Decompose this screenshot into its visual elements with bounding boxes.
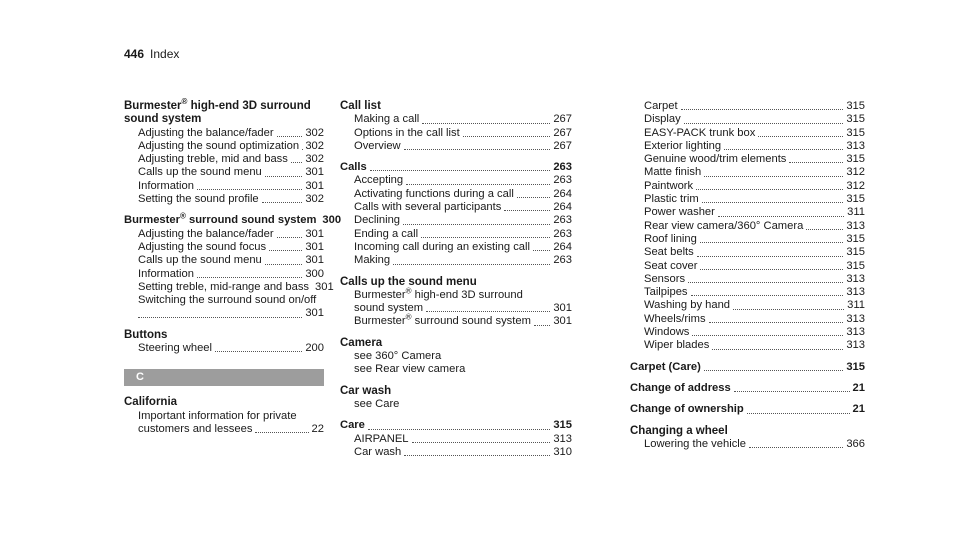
entry-text: Paintwork <box>644 179 694 192</box>
page-ref: 300 <box>322 214 342 227</box>
page-ref: 311 <box>847 206 865 219</box>
dot-leader <box>277 136 303 137</box>
index-subentry <box>630 206 865 219</box>
page-ref: 264 <box>553 187 572 200</box>
entry-text: Setting treble, mid-range and bass <box>138 280 310 293</box>
index-heading-line <box>630 361 865 374</box>
index-subentry <box>630 260 865 273</box>
entry-text: Plastic trim <box>644 193 699 206</box>
index-subentry <box>630 100 865 113</box>
index-entry <box>124 396 324 436</box>
entry-text: Calls up the sound menu <box>138 166 262 179</box>
entry-text: Car wash <box>354 445 402 458</box>
dot-leader <box>269 250 302 251</box>
index-heading: sound system <box>124 113 202 126</box>
index-entry <box>340 100 572 153</box>
entry-text: customers and lessees <box>138 422 253 435</box>
index-heading: Car wash <box>340 384 392 397</box>
entry-text: Burmester® high-end 3D surround <box>354 286 523 301</box>
dot-leader <box>421 237 550 238</box>
entry-text: Roof lining <box>644 232 697 245</box>
entry-text: Washing by hand <box>644 299 731 312</box>
page-ref: 263 <box>553 214 572 227</box>
index-entry <box>630 100 865 353</box>
page-ref: 312 <box>846 166 865 179</box>
page-ref: 313 <box>846 312 865 325</box>
dot-leader <box>370 170 551 171</box>
entry-text: AIRPANEL <box>354 432 409 445</box>
page-ref: 315 <box>846 126 865 139</box>
page-ref: 301 <box>305 166 324 179</box>
entry-text: Display <box>644 113 681 126</box>
page-ref: 315 <box>846 246 865 259</box>
page-ref: 315 <box>846 113 865 126</box>
page-ref: 264 <box>553 201 572 214</box>
entry-text: Exterior lighting <box>644 139 722 152</box>
dot-leader <box>265 264 303 265</box>
page-ref: 267 <box>553 113 572 126</box>
dot-leader <box>700 242 843 243</box>
dot-leader <box>681 109 844 110</box>
entry-text: Carpet (Care) <box>630 360 701 373</box>
page-ref: 313 <box>846 139 865 152</box>
dot-leader <box>691 295 844 296</box>
dot-leader <box>733 309 844 310</box>
page-ref: 21 <box>852 381 865 394</box>
dot-leader <box>692 335 843 336</box>
index-subentry <box>124 294 324 307</box>
index-subentry <box>340 140 572 153</box>
registered-mark: ® <box>405 286 412 296</box>
page-ref: 200 <box>305 342 324 355</box>
page-ref: 301 <box>305 227 324 240</box>
dot-leader <box>533 250 550 251</box>
entry-text: Adjusting the balance/fader <box>138 126 274 139</box>
dot-leader <box>704 176 843 177</box>
page-ref: 315 <box>846 153 865 166</box>
entry-text: Calls with several participants <box>354 201 502 214</box>
dot-leader <box>393 264 550 265</box>
index-subentry <box>124 166 324 179</box>
dot-leader <box>700 269 843 270</box>
index-entry <box>630 425 865 452</box>
index-subentry <box>124 280 334 294</box>
index-heading: Calls up the sound menu <box>340 275 477 288</box>
index-heading: California <box>124 396 178 409</box>
index-column-1 <box>124 97 342 444</box>
index-heading: Call list <box>340 100 381 112</box>
page-ref: 302 <box>305 193 324 206</box>
index-subentry <box>124 228 324 241</box>
index-subentry <box>124 241 324 254</box>
index-subentry <box>340 228 572 241</box>
dot-leader <box>709 322 844 323</box>
dot-leader <box>806 229 843 230</box>
index-subentry <box>340 174 572 187</box>
index-entry <box>630 382 865 395</box>
entry-text: Rear view camera/360° Camera <box>644 219 804 232</box>
entry-text: see 360° Camera <box>354 350 442 363</box>
page-ref: 301 <box>305 179 324 192</box>
page-ref: 263 <box>553 227 572 240</box>
index-subentry <box>630 339 865 352</box>
dot-leader <box>368 429 550 430</box>
dot-leader <box>747 413 850 414</box>
entry-text: Accepting <box>354 174 404 187</box>
dot-leader <box>265 176 303 177</box>
entry-text: Activating functions during a call <box>354 187 514 200</box>
page-ref: 301 <box>315 280 334 293</box>
registered-mark: ® <box>405 312 412 322</box>
dot-leader <box>291 162 302 163</box>
registered-mark: ® <box>179 211 186 221</box>
index-subentry <box>124 140 324 153</box>
page-ref: 301 <box>305 254 324 267</box>
index-subentry <box>630 166 865 179</box>
index-subentry <box>630 313 865 326</box>
entry-text: Options in the call list <box>354 126 460 139</box>
index-subentry <box>124 254 324 267</box>
index-subentry <box>340 127 572 140</box>
index-subentry <box>340 350 572 363</box>
entry-text: Seat cover <box>644 259 698 272</box>
index-heading-line <box>124 211 342 227</box>
dot-leader <box>422 123 550 124</box>
index-subentry <box>340 241 572 254</box>
index-subentry <box>340 214 572 227</box>
index-heading-line <box>630 403 865 416</box>
index-subentry <box>630 140 865 153</box>
index-subentry <box>340 286 572 302</box>
entry-text: Sensors <box>644 272 686 285</box>
entry-text: Change of ownership <box>630 403 744 416</box>
page-ref: 312 <box>846 179 865 192</box>
index-subentry <box>124 127 324 140</box>
index-subentry <box>340 312 572 328</box>
dot-leader <box>724 149 843 150</box>
page-ref: 263 <box>553 161 572 174</box>
entry-text: Adjusting treble, mid and bass <box>138 153 288 166</box>
page-ref: 302 <box>305 153 324 166</box>
entry-text: Carpet <box>644 100 678 112</box>
index-subentry <box>340 446 572 459</box>
index-entry <box>124 97 324 206</box>
page-ref: 366 <box>846 437 865 450</box>
dot-leader <box>262 202 303 203</box>
page-ref: 313 <box>553 432 572 445</box>
index-subentry <box>630 246 865 259</box>
index-column-2 <box>340 100 572 467</box>
index-entry <box>630 361 865 374</box>
index-entry <box>630 403 865 416</box>
dot-leader <box>688 282 843 283</box>
entry-text: Seat belts <box>644 246 694 259</box>
page-ref: 313 <box>846 339 865 352</box>
page-ref: 302 <box>305 139 324 152</box>
dot-leader <box>215 351 302 352</box>
page-ref: 300 <box>305 267 324 280</box>
index-subentry <box>340 398 572 411</box>
page-ref: 315 <box>846 193 865 206</box>
index-subentry <box>340 113 572 126</box>
dot-leader <box>463 136 551 137</box>
dot-leader <box>404 455 550 456</box>
entry-text: EASY-PACK trunk box <box>644 126 756 139</box>
index-subentry <box>340 188 572 201</box>
dot-leader <box>504 210 550 211</box>
dot-leader <box>412 442 551 443</box>
page-ref: 315 <box>846 232 865 245</box>
entry-text: Adjusting the sound optimization <box>138 139 300 152</box>
page-ref: 263 <box>553 174 572 187</box>
index-heading-line <box>630 382 865 395</box>
entry-text: Switching the surround sound on/off <box>138 294 317 307</box>
dot-leader <box>404 149 551 150</box>
page-ref: 301 <box>553 315 572 328</box>
dot-leader <box>406 184 550 185</box>
dot-leader <box>702 202 844 203</box>
index-heading: Burmester® high-end 3D surround <box>124 97 311 112</box>
entry-text: Matte finish <box>644 166 702 179</box>
index-subentry <box>630 438 865 451</box>
entry-text: Important information for private <box>138 409 297 422</box>
page-ref: 21 <box>852 403 865 416</box>
page-ref: 313 <box>846 326 865 339</box>
page-number: 446 <box>124 47 145 61</box>
dot-leader <box>138 317 302 318</box>
page-ref: 301 <box>553 302 572 315</box>
index-subentry <box>124 193 324 206</box>
entry-text: Adjusting the sound focus <box>138 240 267 253</box>
dot-leader <box>197 277 302 278</box>
entry-text: Change of address <box>630 381 731 394</box>
page-header <box>124 47 179 61</box>
index-subentry <box>630 180 865 193</box>
entry-text: Burmester® surround sound system <box>124 211 317 227</box>
index-heading-line <box>340 161 572 174</box>
entry-text: Incoming call during an existing call <box>354 240 530 253</box>
registered-mark: ® <box>181 97 188 107</box>
entry-text: Information <box>138 267 194 280</box>
dot-leader <box>704 370 843 371</box>
dot-leader <box>197 189 302 190</box>
entry-text: see Care <box>354 397 400 410</box>
index-heading: Buttons <box>124 328 168 341</box>
page-ref: 302 <box>305 126 324 139</box>
dot-leader <box>789 162 843 163</box>
entry-text: sound system <box>354 302 424 315</box>
index-entry <box>340 419 572 459</box>
index-subentry <box>630 233 865 246</box>
index-subentry <box>630 286 865 299</box>
page-ref: 267 <box>553 139 572 152</box>
dot-leader <box>734 391 850 392</box>
entry-text: Power washer <box>644 206 715 219</box>
page-ref: 301 <box>305 307 324 320</box>
entry-text: Wheels/rims <box>644 312 706 325</box>
dot-leader <box>277 237 303 238</box>
index-subentry <box>340 201 572 214</box>
index-subentry <box>124 410 324 423</box>
dot-leader <box>255 432 308 433</box>
index-heading: Changing a wheel <box>630 424 728 437</box>
dot-leader <box>426 311 550 312</box>
index-subentry <box>630 299 865 312</box>
index-subentry <box>124 307 324 320</box>
page-ref: 315 <box>846 100 865 112</box>
entry-text: Setting the sound profile <box>138 193 259 206</box>
entry-text: Steering wheel <box>138 342 213 355</box>
page-ref: 311 <box>847 299 865 312</box>
index-subentry <box>630 193 865 206</box>
index-subentry <box>340 363 572 376</box>
entry-text: Calls up the sound menu <box>138 254 262 267</box>
entry-text: Declining <box>354 214 401 227</box>
dot-leader <box>749 447 843 448</box>
section-letter: C <box>124 369 324 386</box>
page-ref: 263 <box>553 254 572 267</box>
page-title: Index <box>150 47 180 61</box>
dot-leader <box>697 256 844 257</box>
dot-leader <box>403 224 550 225</box>
dot-leader <box>684 123 844 124</box>
entry-text: Burmester® surround sound system <box>354 312 531 328</box>
entry-text: Genuine wood/trim elements <box>644 153 787 166</box>
entry-text: Information <box>138 179 194 192</box>
index-entry <box>340 385 572 412</box>
entry-text: Calls <box>340 161 367 174</box>
entry-text: Care <box>340 419 365 432</box>
index-subentry <box>340 302 572 315</box>
index-entry <box>124 211 342 320</box>
index-heading: Camera <box>340 336 383 349</box>
index-subentry <box>630 220 865 233</box>
index-subentry <box>124 153 324 166</box>
entry-text: Making <box>354 254 391 267</box>
page-ref: 310 <box>553 445 572 458</box>
page-ref: 264 <box>553 240 572 253</box>
page-ref: 301 <box>305 240 324 253</box>
entry-text: Ending a call <box>354 227 419 240</box>
index-subentry <box>630 273 865 286</box>
index-subentry <box>124 180 324 193</box>
dot-leader <box>517 197 551 198</box>
dot-leader <box>534 325 550 326</box>
index-subentry <box>124 342 324 355</box>
index-entry <box>340 276 572 329</box>
entry-text: Lowering the vehicle <box>644 437 746 450</box>
entry-text: Overview <box>354 139 401 152</box>
page-ref: 267 <box>553 126 572 139</box>
dot-leader <box>718 216 844 217</box>
entry-text: see Rear view camera <box>354 363 466 376</box>
index-column-3 <box>630 100 865 459</box>
page-ref: 315 <box>846 360 865 373</box>
entry-text: Making a call <box>354 113 420 126</box>
entry-text: Adjusting the balance/fader <box>138 227 274 240</box>
page-ref: 22 <box>311 422 324 435</box>
entry-text: Wiper blades <box>644 339 710 352</box>
page-ref: 313 <box>846 272 865 285</box>
dot-leader <box>696 189 843 190</box>
index-entry <box>124 329 324 356</box>
index-subentry <box>340 433 572 446</box>
entry-text: Windows <box>644 326 690 339</box>
dot-leader <box>758 136 843 137</box>
page-ref: 315 <box>846 259 865 272</box>
index-subentry <box>630 113 865 126</box>
index-subentry <box>630 326 865 339</box>
index-heading-line <box>340 419 572 432</box>
index-subentry <box>340 254 572 267</box>
index-subentry <box>124 268 324 281</box>
entry-text: Tailpipes <box>644 286 688 299</box>
dot-leader <box>712 349 843 350</box>
page-ref: 313 <box>846 219 865 232</box>
index-subentry <box>124 423 324 436</box>
index-subentry <box>630 153 865 166</box>
index-entry <box>340 161 572 267</box>
page-ref: 315 <box>553 419 572 432</box>
index-subentry <box>630 127 865 140</box>
page-ref: 313 <box>846 286 865 299</box>
index-entry <box>340 337 572 377</box>
